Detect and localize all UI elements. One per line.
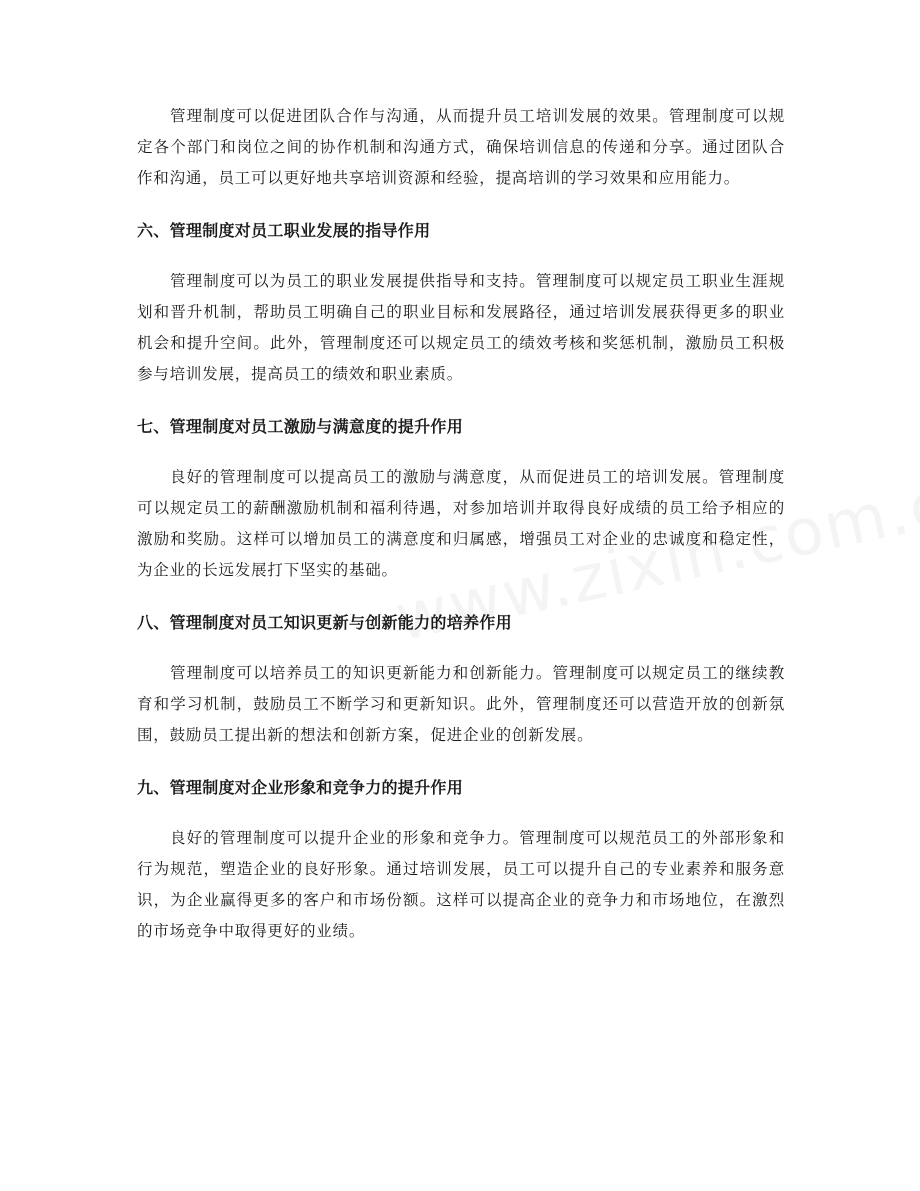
section-heading: 八、管理制度对员工知识更新与创新能力的培养作用 [137,613,512,632]
section-paragraph: 管理制度可以培养员工的知识更新能力和创新能力。管理制度可以规定员工的继续教育和学习机制，鼓励员工不断学习和更新知识。此外，管理制度还可以营造开放的创新氛围，鼓励员工提出新的想法和创新方案，促进企业的创新发展。 [137,664,785,744]
section-heading: 九、管理制度对企业形象和竞争力的提升作用 [137,778,464,797]
section-paragraph: 良好的管理制度可以提升企业的形象和竞争力。管理制度可以规范员工的外部形象和行为规范，塑造企业的良好形象。通过培训发展，员工可以提升自己的专业素养和服务意识，为企业赢得更多的客户和市场份额。这样可以提高企业的竞争力和市场地位，在激烈的市场竞争中取得更好的业绩。 [137,829,785,940]
section-7 [137,411,785,586]
section-6 [137,215,785,390]
section-8 [137,607,785,751]
intro-paragraph: 管理制度可以促进团队合作与沟通，从而提升员工培训发展的效果。管理制度可以规定各个部门和岗位之间的协作机制和沟通方式，确保培训信息的传递和分享。通过团队合作和沟通，员工可以更好地共享培训资源和经验，提高培训的学习效果和应用能力。 [137,107,785,187]
section-heading: 七、管理制度对员工激励与满意度的提升作用 [137,417,464,436]
section-heading: 六、管理制度对员工职业发展的指导作用 [137,221,431,240]
section-paragraph: 管理制度可以为员工的职业发展提供指导和支持。管理制度可以规定员工职业生涯规划和晋升机制，帮助员工明确自己的职业目标和发展路径，通过培训发展获得更多的职业机会和提升空间。此外，管理制度还可以规定员工的绩效考核和奖惩机制，激励员工积极参与培训发展，提高员工的绩效和职业素质。 [137,272,785,383]
section-9 [137,772,785,947]
section-paragraph: 良好的管理制度可以提高员工的激励与满意度，从而促进员工的培训发展。管理制度可以规定员工的薪酬激励机制和福利待遇，对参加培训并取得良好成绩的员工给予相应的激励和奖励。这样可以增加员工的满意度和归属感，增强员工对企业的忠诚度和稳定性，为企业的长远发展打下坚实的基础。 [137,468,785,579]
